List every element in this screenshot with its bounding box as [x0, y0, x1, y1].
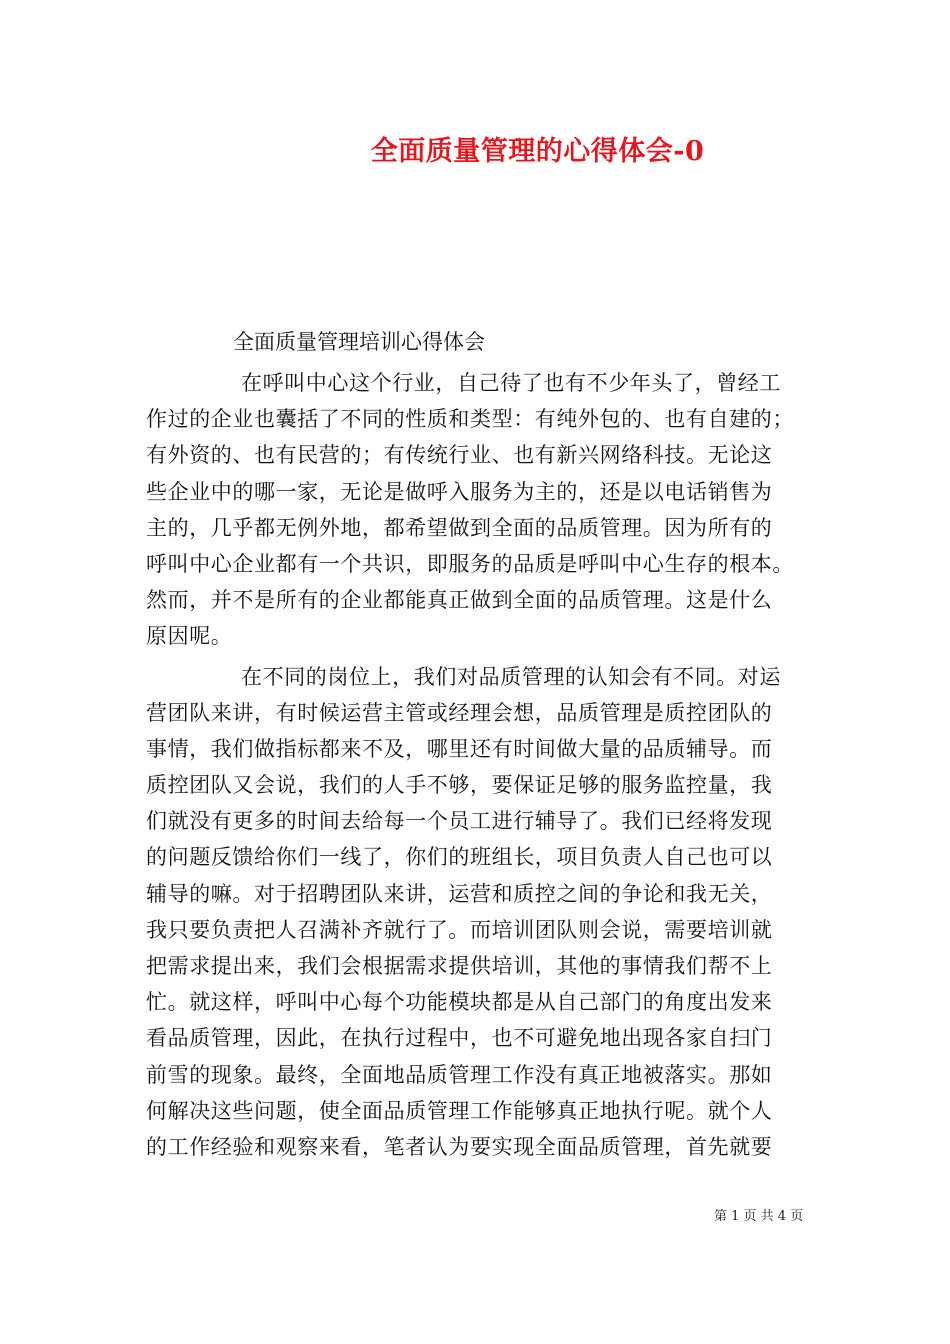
paragraph-2-line-8: 我只要负责把人召满补齐就行了。而培训团队则会说，需要培训就	[146, 917, 773, 942]
paragraph-1-line-7: 然而，并不是所有的企业都能真正做到全面的品质管理。这是什么	[146, 588, 773, 613]
paragraph-1-line-6: 呼叫中心企业都有一个共识，即服务的品质是呼叫中心生存的根本。	[146, 551, 794, 576]
page-footer: 第 1 页 共 4 页	[714, 1209, 804, 1224]
paragraph-2-line-1: 在不同的岗位上，我们对品质管理的认知会有不同。对运	[241, 664, 781, 689]
paragraph-1-line-3: 有外资的、也有民营的；有传统行业、也有新兴网络科技。无论这	[146, 443, 773, 468]
paragraph-2-line-2: 营团队来讲，有时候运营主管或经理会想，品质管理是质控团队的	[146, 700, 773, 725]
paragraph-1-line-8: 原因呢。	[146, 624, 233, 649]
paragraph-2-line-6: 的问题反馈给你们一线了，你们的班组长，项目负责人自己也可以	[146, 845, 773, 870]
paragraph-2-line-10: 忙。就这样，呼叫中心每个功能模块都是从自己部门的角度出发来	[146, 990, 773, 1015]
document-body	[146, 365, 826, 1165]
paragraph-1-line-4: 些企业中的哪一家，无论是做呼入服务为主的，还是以电话销售为	[146, 479, 773, 504]
paragraph-2-line-5: 们就没有更多的时间去给每一个员工进行辅导了。我们已经将发现	[146, 809, 773, 834]
paragraph-2-line-7: 辅导的嘛。对于招聘团队来讲，运营和质控之间的争论和我无关，	[146, 881, 773, 906]
paragraph-2-line-11: 看品质管理，因此，在执行过程中，也不可避免地出现各家自扫门	[146, 1026, 773, 1051]
paragraph-2-line-9: 把需求提出来，我们会根据需求提供培训，其他的事情我们帮不上	[146, 954, 773, 978]
document-subtitle: 全面质量管理培训心得体会	[233, 330, 485, 354]
paragraph-2-line-13: 何解决这些问题，使全面品质管理工作能够真正地执行呢。就个人	[146, 1098, 773, 1123]
paragraph-1-line-1: 在呼叫中心这个行业，自己待了也有不少年头了，曾经工	[241, 371, 781, 395]
paragraph-2-line-12: 前雪的现象。最终，全面地品质管理工作没有真正地被落实。那如	[146, 1062, 773, 1087]
paragraph-2-line-14: 的工作经验和观察来看，笔者认为要实现全面品质管理，首先就要	[146, 1134, 773, 1159]
paragraph-2-line-4: 质控团队又会说，我们的人手不够，要保证足够的服务监控量，我	[146, 773, 773, 798]
document-title: 全面质量管理的心得体会-0	[370, 136, 705, 167]
paragraph-1-line-2: 作过的企业也囊括了不同的性质和类型：有纯外包的、也有自建的；	[146, 407, 794, 432]
paragraph-1-line-5: 主的，几乎都无例外地，都希望做到全面的品质管理。因为所有的	[146, 515, 773, 540]
paragraph-2-line-3: 事情，我们做指标都来不及，哪里还有时间做大量的品质辅导。而	[146, 736, 773, 761]
